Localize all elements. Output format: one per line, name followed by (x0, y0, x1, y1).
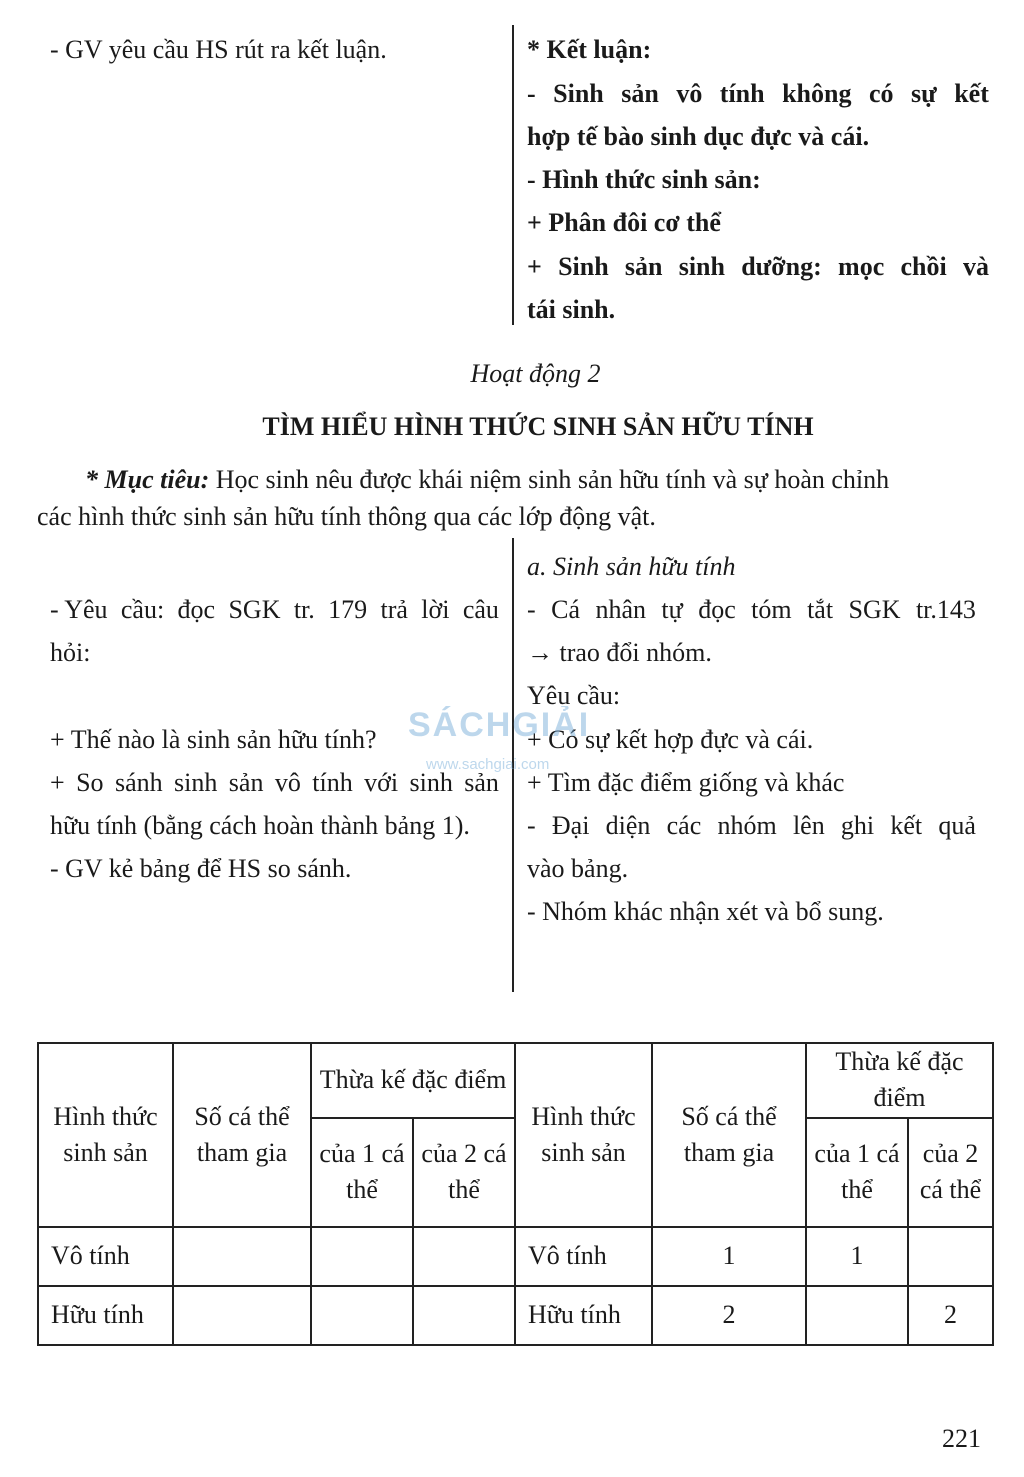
left-question-2-line-1: + So sánh sinh sản vô tính với sinh sản (50, 768, 499, 797)
objective-line-2: các hình thức sinh sản hữu tính thông qua các lớp động vật. (37, 502, 656, 531)
objective-line-1 (85, 467, 889, 493)
header-form-right: Hình thức sinh sản (515, 1043, 652, 1227)
right-line-4: + Có sự kết hợp đực và cái. (527, 725, 814, 754)
watermark-url: www.sachgiai.com (426, 756, 550, 773)
activity-heading: TÌM HIỂU HÌNH THỨC SINH SẢN HỮU TÍNH (262, 412, 814, 441)
objective-label: * Mục tiêu: (85, 465, 210, 494)
header-count-right: Số cá thể tham gia (652, 1043, 806, 1227)
table-cell-one: 1 (806, 1227, 908, 1286)
activity-label: Hoạt động 2 (470, 359, 601, 388)
table-cell-count: 2 (652, 1286, 806, 1345)
watermark-brand: SÁCHGIẢI (408, 706, 591, 744)
left-question-2-line-2: hữu tính (bằng cách hoàn thành bảng 1). (50, 811, 470, 840)
left-question-1: + Thế nào là sinh sản hữu tính? (50, 725, 377, 754)
conclusion-forms: - Hình thức sinh sản: (527, 165, 761, 194)
objective-text: Học sinh nêu được khái niệm sinh sản hữu tính và sự hoàn chỉnh (209, 465, 890, 494)
column-divider-top (512, 25, 514, 325)
conclusion-line-1: - Sinh sản vô tính không có sự kết (527, 79, 989, 108)
table-cell (413, 1227, 515, 1286)
conclusion-title: * Kết luận: (527, 35, 652, 64)
header-inherit-right: Thừa kế đặc điểm (806, 1043, 993, 1118)
left-request-line-1: - Yêu cầu: đọc SGK tr. 179 trả lời câu (50, 595, 499, 624)
header-two-parents-left: của 2 cá thể (413, 1118, 515, 1227)
row-label-left: Vô tính (38, 1227, 173, 1286)
table-cell (173, 1227, 311, 1286)
header-count-left: Số cá thể tham gia (173, 1043, 311, 1227)
page-number: 221 (942, 1424, 981, 1453)
table-cell-two: 2 (908, 1286, 993, 1345)
table-cell (173, 1286, 311, 1345)
row-label-right: Hữu tính (515, 1286, 652, 1345)
table-cell-count: 1 (652, 1227, 806, 1286)
conclusion-vegetative-line-2: tái sinh. (527, 295, 616, 324)
right-line-8: - Nhóm khác nhận xét và bổ sung. (527, 897, 884, 926)
watermark-logo (408, 690, 638, 780)
table-cell-two (908, 1227, 993, 1286)
right-line-6: - Đại diện các nhóm lên ghi kết quả (527, 811, 976, 840)
table-row (38, 1286, 993, 1345)
right-line-1: - Cá nhân tự đọc tóm tắt SGK tr.143 (527, 595, 976, 624)
header-one-parent-right: của 1 cá thể (806, 1118, 908, 1227)
header-one-parent-left: của 1 cá thể (311, 1118, 413, 1227)
section-a-title: a. Sinh sản hữu tính (527, 552, 736, 581)
table-cell (311, 1286, 413, 1345)
header-two-parents-right: của 2 cá thể (908, 1118, 993, 1227)
right-line-3: Yêu cầu: (527, 681, 621, 710)
teacher-request-conclusion: - GV yêu cầu HS rút ra kết luận. (50, 35, 387, 64)
row-label-right: Vô tính (515, 1227, 652, 1286)
right-line-5: + Tìm đặc điểm giống và khác (527, 768, 845, 797)
table-cell (311, 1227, 413, 1286)
conclusion-vegetative-line-1: + Sinh sản sinh dưỡng: mọc chồi và (527, 252, 989, 281)
left-request-line-2: hỏi: (50, 638, 91, 667)
comparison-table (37, 1042, 994, 1346)
right-line-7: vào bảng. (527, 854, 629, 883)
right-line-2: → trao đổi nhóm. (527, 638, 712, 667)
conclusion-line-2: hợp tế bào sinh dục đực và cái. (527, 122, 870, 151)
conclusion-binary-fission: + Phân đôi cơ thể (527, 208, 721, 237)
row-label-left: Hữu tính (38, 1286, 173, 1345)
left-teacher-table: - GV kẻ bảng để HS so sánh. (50, 854, 352, 883)
table-cell-one (806, 1286, 908, 1345)
table-cell (413, 1286, 515, 1345)
header-form-left: Hình thức sinh sản (38, 1043, 173, 1227)
table-row (38, 1227, 993, 1286)
header-inherit-left: Thừa kế đặc điểm (311, 1043, 515, 1118)
